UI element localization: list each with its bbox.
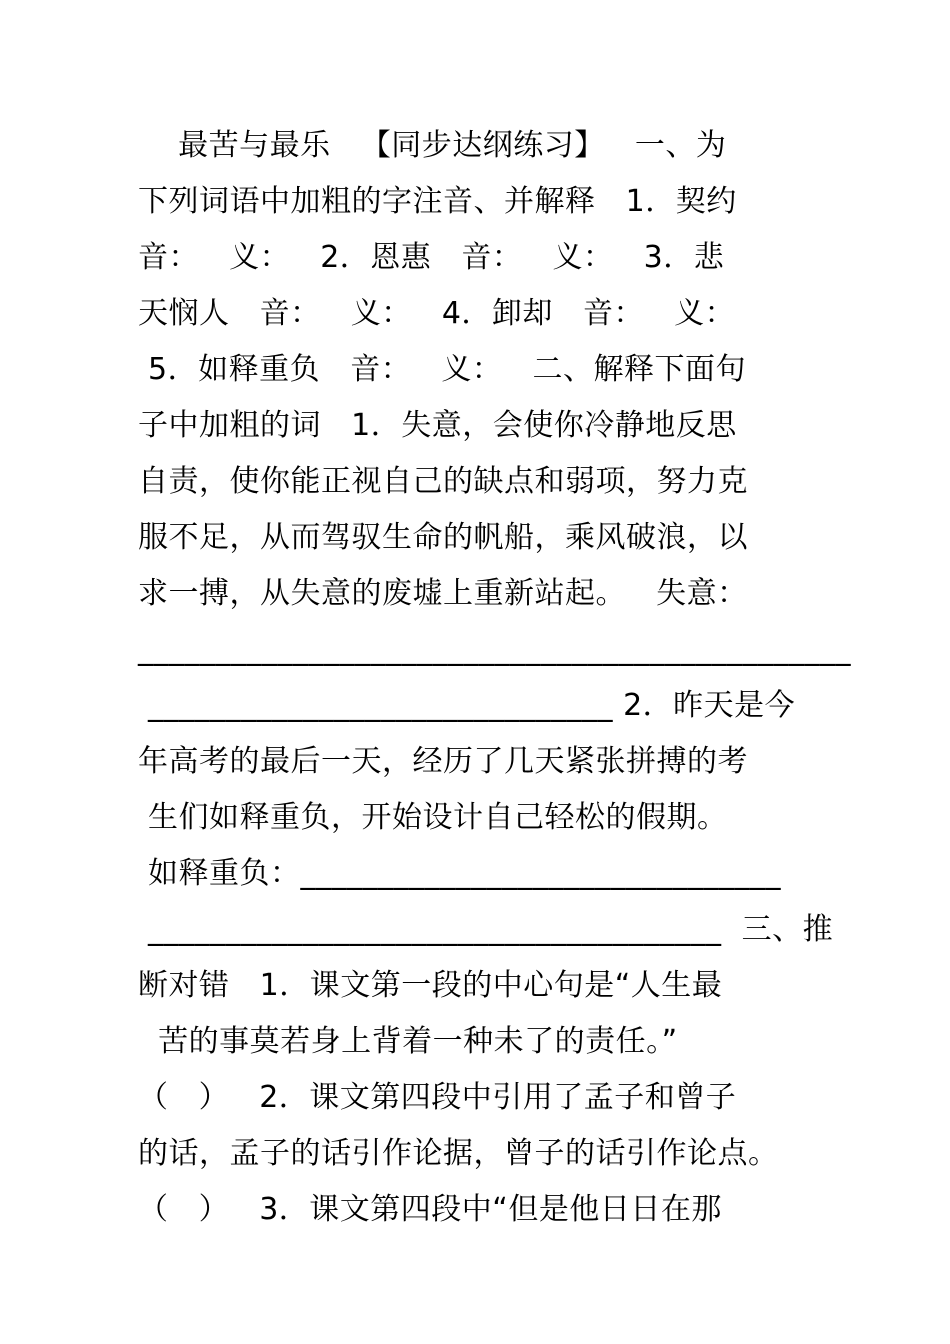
text-line: 天悯人 音： 义： 4．卸却 音： 义： — [138, 296, 736, 331]
text-line: _____________________________________ 三、推 — [138, 912, 834, 947]
text-line: 断对错 1．课文第一段的中心句是“人生最 — [138, 968, 723, 1003]
text-line: 音： 义： 2．恩惠 音： 义： 3．悲 — [138, 240, 725, 275]
text-line: 下列词语中加粗的字注音、并解释 1．契约 — [138, 184, 737, 219]
text-line: 苦的事莫若身上背着一种未了的责任。” — [138, 1024, 678, 1059]
answer-blank-line: ______________________________________________ — [138, 632, 851, 667]
text-line: （ ） 3．课文第四段中“但是他日日在那 — [138, 1192, 722, 1227]
text-line: 5．如释重负 音： 义： 二、解释下面句 — [138, 352, 746, 387]
text-line: 最苦与最乐 【同步达纲练习】 一、为 — [138, 128, 727, 163]
text-line: 生们如释重负，开始设计自己轻松的假期。 — [138, 800, 728, 835]
text-line: 的话，孟子的话引作论据，曾子的话引作论点。 — [138, 1136, 779, 1171]
text-line: 如释重负：_______________________________ — [138, 856, 782, 891]
text-line: 服不足，从而驾驭生命的帆船，乘风破浪，以 — [138, 520, 748, 555]
text-line: 自责，使你能正视自己的缺点和弱项，努力克 — [138, 464, 748, 499]
text-line: 年高考的最后一天，经历了几天紧张拼搏的考 — [138, 744, 748, 779]
text-line: （ ） 2．课文第四段中引用了孟子和曾子 — [138, 1080, 737, 1115]
text-line: ______________________________ 2．昨天是今 — [138, 688, 796, 723]
text-line: 求一搏，从失意的废墟上重新站起。 失意： — [138, 576, 748, 611]
text-line: 子中加粗的词 1．失意，会使你冷静地反思 — [138, 408, 737, 443]
